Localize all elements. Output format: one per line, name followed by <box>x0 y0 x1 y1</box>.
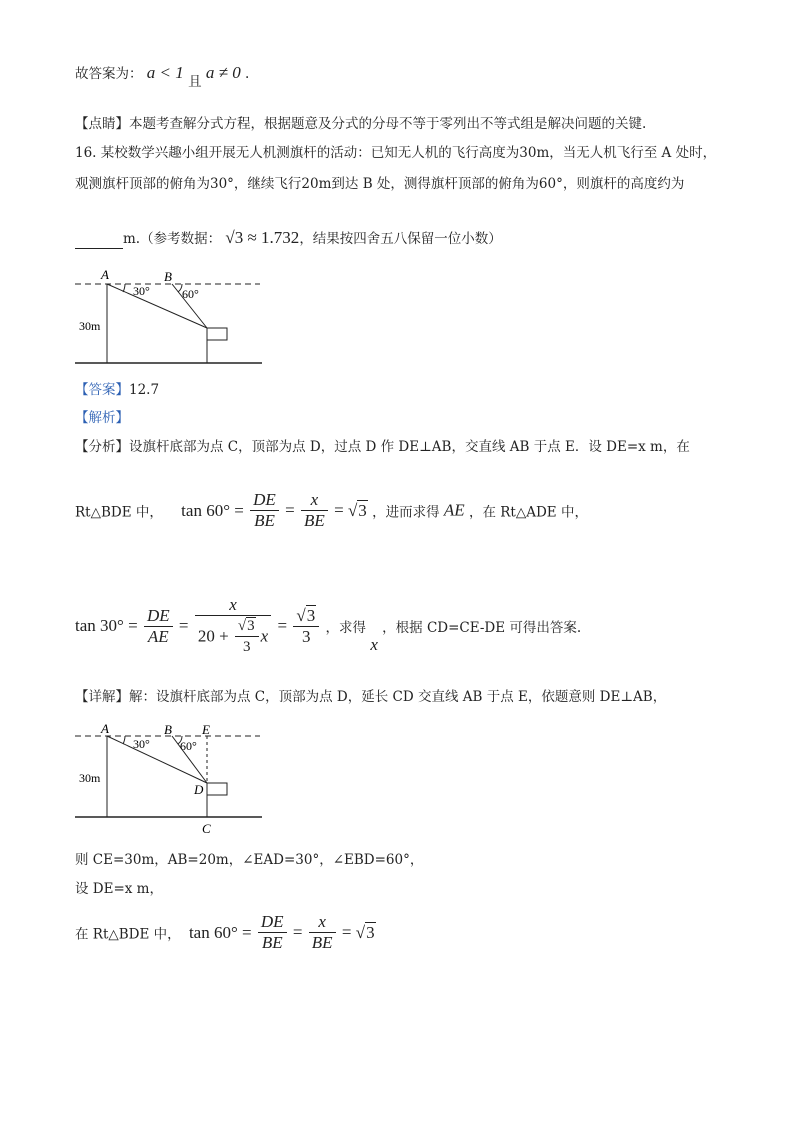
condition-1: a < 1 <box>146 63 184 82</box>
answer-tag: 【答案】 <box>75 382 129 398</box>
fraction-de-be-2: $\frac{DE}{BE}$ <box>258 912 287 953</box>
angle-a-label: 30° <box>133 284 150 298</box>
angle-b-label: 60° <box>180 739 197 753</box>
tan60-lhs: tan 60° = <box>181 500 244 520</box>
question-number: 16. <box>75 145 97 161</box>
question-text-1: 某校数学兴趣小组开展无人机测旗杆的活动：已知无人机的飞行高度为30m，当无人机飞行至 A 处时， <box>100 145 717 161</box>
triangle-ade-ref: ，在 Rt△ADE 中， <box>468 504 588 521</box>
set-variable: 设 DE=x m， <box>75 881 163 897</box>
fraction-de-ae: $\frac{DE}{AE}$ <box>144 606 173 647</box>
question-text-2: 观测旗杆顶部的俯角为30°，继续飞行20m到达 B 处，测得旗杆顶部的俯角为60°，则旗杆的高度约为 <box>75 176 685 192</box>
angle-arc-a <box>123 284 125 292</box>
triangle-bde-ref-2: 在 Rt△BDE 中， <box>75 926 181 943</box>
figure-1 <box>70 268 270 368</box>
x-var: x <box>370 634 378 654</box>
reference-value: √3 ≈ 1.732 <box>225 228 300 247</box>
answer-blank[interactable] <box>75 234 123 249</box>
point-d: D <box>194 782 204 797</box>
question-line-1 <box>75 143 716 163</box>
analysis-equation-1: Rt△BDE 中， tan 60° = $\frac{DE}{BE}$ = $\frac{x}{BE}$ = √3 ，进而求得 AE ，在 Rt△ADE 中， <box>75 490 588 530</box>
height-label: 30m <box>79 771 101 785</box>
fraction-x-denominator: x 20 + $\frac{√3}{3}$ x <box>195 595 271 657</box>
answer-line <box>75 380 159 400</box>
previous-answer-line <box>75 63 250 90</box>
analysis-equation-2: tan 30° = $\frac{DE}{AE}$ = x 20 + $\frac{√3}{3}$ x = $\frac{√3}{3}$ ，求得 x ，根据 CD=CE-DE 可得出答案. <box>75 595 582 655</box>
then-text: ，进而求得 <box>372 504 440 521</box>
point-a: A <box>101 268 109 282</box>
final-equation: 在 Rt△BDE 中， tan 60° = $\frac{DE}{BE}$ = $\frac{x}{BE}$ = √3 <box>75 912 375 952</box>
answer-value: 12.7 <box>129 382 160 398</box>
tan30-lhs: tan 30° = <box>75 616 138 635</box>
fraction-x-be: $\frac{x}{BE}$ <box>301 490 328 531</box>
ae-var: AE <box>443 500 465 520</box>
analysis-line-1 <box>75 437 690 457</box>
sqrt-3: √3 <box>347 500 367 520</box>
condition-2: a ≠ 0 <box>205 63 241 82</box>
comment-line <box>75 114 646 134</box>
unit-and-reference: m.（参考数据： <box>123 231 222 247</box>
comment-text: 本题考查解分式方程，根据题意及分式的分母不等于零列出不等式组是解决问题的关键. <box>129 116 647 132</box>
conclude-text: ，根据 CD=CE-DE 可得出答案. <box>382 620 582 636</box>
height-label: 30m <box>79 319 101 333</box>
given-values-line <box>75 850 423 870</box>
question-line-2 <box>75 174 684 194</box>
fraction-de-be: $\frac{DE}{BE}$ <box>250 490 279 531</box>
analysis-tag: 【解析】 <box>75 410 129 426</box>
flag <box>207 328 227 340</box>
point-c: C <box>202 821 211 836</box>
fraction-x-be-2: $\frac{x}{BE}$ <box>309 912 336 953</box>
point-e: E <box>202 722 210 737</box>
period: . <box>245 66 250 82</box>
point-b: B <box>164 722 172 737</box>
detail-text-1: 解：设旗杆底部为点 C，顶部为点 D，延长 CD 交直线 AB 于点 E，依题意则 DE⊥AB， <box>129 689 667 705</box>
triangle-bde-ref: Rt△BDE 中， <box>75 504 163 521</box>
angle-a-label: 30° <box>133 737 150 751</box>
set-variable-line <box>75 879 163 899</box>
question-line-3 <box>75 228 502 249</box>
solve-text: ，求得 <box>325 620 367 636</box>
fraction-sqrt3-3: $\frac{√3}{3}$ <box>293 606 319 647</box>
tan60-lhs-2: tan 60° = <box>188 922 252 942</box>
angle-b-label: 60° <box>182 287 199 301</box>
analysis-heading <box>75 408 129 428</box>
flag <box>207 783 227 795</box>
detail-tag: 【详解】 <box>75 689 129 705</box>
detail-line-1 <box>75 687 666 707</box>
answer-prefix: 故答案为： <box>75 66 143 82</box>
point-b: B <box>164 269 172 284</box>
point-a: A <box>101 721 109 736</box>
figure-2 <box>70 720 270 840</box>
conjunction: 且 <box>188 74 202 90</box>
analysis-text-1: 设旗杆底部为点 C，顶部为点 D，过点 D 作 DE⊥AB，交直线 AB 于点 E．设 DE=x m，在 <box>129 439 690 455</box>
analysis-sub-tag: 【分析】 <box>75 439 129 455</box>
comment-tag: 【点睛】 <box>75 116 129 132</box>
angle-arc-a <box>123 736 125 744</box>
sqrt-3-2: √3 <box>355 922 375 942</box>
rounding-note: ，结果按四舍五八保留一位小数） <box>299 231 502 247</box>
given-values: 则 CE=30m，AB=20m，∠EAD=30°，∠EBD=60°， <box>75 852 424 868</box>
